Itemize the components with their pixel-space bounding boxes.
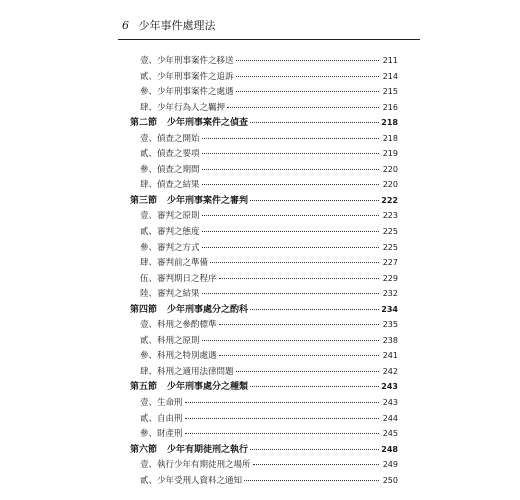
toc-entry-title: 偵查之開始 xyxy=(157,133,200,144)
toc-section-row xyxy=(130,115,398,131)
toc-entry-title: 少年刑事案件之偵查 xyxy=(167,118,249,129)
dot-leader xyxy=(202,340,379,341)
dot-leader xyxy=(250,309,379,310)
toc-page-number: 249 xyxy=(382,460,398,470)
toc-entry-title: 少年刑事案件之移送 xyxy=(157,56,234,66)
toc-entry-number: 貳、 xyxy=(140,149,158,160)
toc-entry-number: 貳、 xyxy=(140,71,158,82)
toc-entry-number: 肆、 xyxy=(140,258,158,269)
dot-leader xyxy=(236,371,379,372)
toc-page-number: 219 xyxy=(382,149,398,159)
toc-entry-title: 偵查之期間 xyxy=(157,164,200,175)
toc-entry-number: 第五節 xyxy=(130,382,158,393)
toc-entry-number: 第二節 xyxy=(130,118,158,129)
toc-entry-title: 偵查之結果 xyxy=(157,180,200,191)
toc-entry-title: 財產刑 xyxy=(157,429,183,440)
toc-entry-number: 壹、 xyxy=(140,56,158,66)
toc-entry-row xyxy=(130,364,398,380)
toc-page-number: 211 xyxy=(382,56,398,65)
toc-entry-number: 陸、 xyxy=(140,289,158,300)
toc-page-number: 225 xyxy=(382,242,398,252)
toc-entry-row xyxy=(130,426,398,442)
toc-entry-row xyxy=(130,286,398,302)
toc-entry-row xyxy=(130,84,398,100)
toc-entry-title: 科刑之參酌標準 xyxy=(157,320,217,331)
dot-leader xyxy=(202,293,379,294)
toc-section-row xyxy=(130,193,398,209)
toc-page-number: 220 xyxy=(382,180,398,190)
toc-entry-title: 生命刑 xyxy=(157,398,183,409)
dot-leader xyxy=(219,278,379,279)
dot-leader xyxy=(219,324,379,325)
dot-leader xyxy=(185,402,379,403)
toc-page-number: 243 xyxy=(381,382,398,392)
toc-entry-row xyxy=(130,240,398,256)
toc-entry-title: 審判之方式 xyxy=(157,242,200,253)
dot-leader xyxy=(253,464,379,465)
toc-entry-title: 少年刑事案件之審判 xyxy=(167,195,249,206)
toc-page-number: 227 xyxy=(382,258,398,268)
dot-leader xyxy=(210,262,379,263)
toc-page-number: 214 xyxy=(382,71,398,81)
toc-entry-row xyxy=(130,317,398,333)
toc-entry-row xyxy=(130,162,398,178)
toc-entry-number: 第三節 xyxy=(130,195,158,206)
toc-entry-title: 審判之結果 xyxy=(157,289,200,300)
toc-entry-number: 貳、 xyxy=(140,413,158,424)
dot-leader xyxy=(202,231,379,232)
toc-page-number: 248 xyxy=(381,444,398,454)
toc-entry-row xyxy=(130,53,398,69)
toc-section-row xyxy=(130,442,398,458)
toc-entry-title: 審判期日之程序 xyxy=(157,273,217,284)
dot-leader xyxy=(202,215,379,216)
toc-entry-row xyxy=(130,271,398,287)
toc-page-number: 250 xyxy=(382,475,398,485)
toc-entry-number: 貳、 xyxy=(140,227,158,238)
dot-leader xyxy=(250,200,379,201)
header-rule xyxy=(118,39,420,40)
dot-leader xyxy=(236,76,379,77)
toc-entry-title: 審判之態度 xyxy=(157,227,200,238)
toc-page-number: 220 xyxy=(382,164,398,174)
dot-leader xyxy=(202,138,379,139)
header-page-number: 6 xyxy=(122,19,129,32)
toc-page-number: 218 xyxy=(381,118,398,128)
toc-entry-number: 壹、 xyxy=(140,211,158,222)
toc-entry-row xyxy=(130,146,398,162)
toc-entry-number: 參、 xyxy=(140,242,158,253)
dot-leader xyxy=(202,169,379,170)
toc-entry-number: 肆、 xyxy=(140,366,158,377)
toc-entry-number: 參、 xyxy=(140,351,158,362)
toc-entry-title: 偵查之要項 xyxy=(157,149,200,160)
toc-page-number: 218 xyxy=(382,133,398,143)
toc-entry-number: 壹、 xyxy=(140,133,158,144)
toc-entry-row xyxy=(130,100,398,116)
toc-entry-number: 參、 xyxy=(140,429,158,440)
dot-leader xyxy=(202,184,379,185)
dot-leader xyxy=(244,480,379,481)
dot-leader xyxy=(202,247,379,248)
toc-entry-row xyxy=(130,411,398,427)
toc-entry-row xyxy=(130,131,398,147)
toc-entry-title: 少年行為人之羈押 xyxy=(157,102,226,113)
toc-page-number: 241 xyxy=(382,351,398,361)
dot-leader xyxy=(185,433,379,434)
toc-page-number: 225 xyxy=(382,227,398,237)
toc-entry-title: 自由刑 xyxy=(157,413,183,424)
toc-entry-title: 審判前之準備 xyxy=(157,258,209,269)
toc-entry-number: 第四節 xyxy=(130,304,158,315)
dot-leader xyxy=(236,60,379,61)
toc-entry-title: 審判之原則 xyxy=(157,211,200,222)
dot-leader xyxy=(185,418,379,419)
dot-leader xyxy=(219,355,379,356)
toc-page-number: 243 xyxy=(382,398,398,408)
toc-entry-title: 少年刑事處分之種類 xyxy=(167,382,249,393)
toc-entry-row xyxy=(130,224,398,240)
toc-page-number: 235 xyxy=(382,320,398,330)
toc-page-number: 215 xyxy=(382,87,398,97)
toc-section-row xyxy=(130,302,398,318)
toc-page-number: 222 xyxy=(381,195,398,205)
toc-entry-row xyxy=(130,473,398,489)
toc-page-number: 242 xyxy=(382,366,398,376)
toc-entry-title: 少年刑事案件之處遇 xyxy=(157,87,234,98)
toc-entry-row xyxy=(130,255,398,271)
table-of-contents xyxy=(130,53,398,488)
header-running-title: 少年事件處理法 xyxy=(138,19,216,32)
dot-leader xyxy=(250,386,379,387)
toc-entry-title: 科刑之特別處遇 xyxy=(157,351,217,362)
toc-entry-title: 科刑之原則 xyxy=(157,335,200,346)
dot-leader xyxy=(202,153,379,154)
toc-page-number: 216 xyxy=(382,102,398,112)
toc-entry-number: 壹、 xyxy=(140,320,158,331)
dot-leader xyxy=(227,107,379,108)
toc-page-number: 232 xyxy=(382,289,398,299)
toc-page-number: 245 xyxy=(382,429,398,439)
running-header xyxy=(122,19,216,33)
toc-entry-row xyxy=(130,457,398,473)
toc-entry-number: 貳、 xyxy=(140,335,158,346)
toc-page-number: 234 xyxy=(381,304,398,314)
toc-entry-number: 壹、 xyxy=(140,398,158,409)
toc-entry-title: 少年刑事案件之追訴 xyxy=(157,71,234,82)
toc-entry-title: 少年受刑人資料之通知 xyxy=(157,475,243,486)
dot-leader xyxy=(236,91,379,92)
toc-entry-number: 肆、 xyxy=(140,102,158,113)
toc-entry-number: 貳、 xyxy=(140,475,158,486)
toc-entry-title: 少年刑事處分之酌科 xyxy=(167,304,249,315)
toc-page-number: 244 xyxy=(382,413,398,423)
toc-entry-row xyxy=(130,69,398,85)
toc-entry-row xyxy=(130,208,398,224)
toc-entry-row xyxy=(130,348,398,364)
toc-entry-number: 第六節 xyxy=(130,444,158,455)
toc-entry-number: 參、 xyxy=(140,164,158,175)
toc-entry-row xyxy=(130,177,398,193)
toc-page-number: 223 xyxy=(382,211,398,221)
toc-entry-number: 參、 xyxy=(140,87,158,98)
toc-entry-title: 科刑之適用法律問題 xyxy=(157,366,234,377)
toc-entry-row xyxy=(130,395,398,411)
toc-entry-title: 少年有期徒刑之執行 xyxy=(167,444,249,455)
dot-leader xyxy=(250,449,379,450)
toc-entry-number: 壹、 xyxy=(140,460,158,471)
toc-entry-number: 肆、 xyxy=(140,180,158,191)
toc-entry-title: 執行少年有期徒刑之場所 xyxy=(157,460,251,471)
toc-entry-row xyxy=(130,333,398,349)
toc-section-row xyxy=(130,379,398,395)
dot-leader xyxy=(250,122,379,123)
toc-entry-number: 伍、 xyxy=(140,273,158,284)
toc-page-number: 238 xyxy=(382,335,398,345)
toc-page-number: 229 xyxy=(382,273,398,283)
